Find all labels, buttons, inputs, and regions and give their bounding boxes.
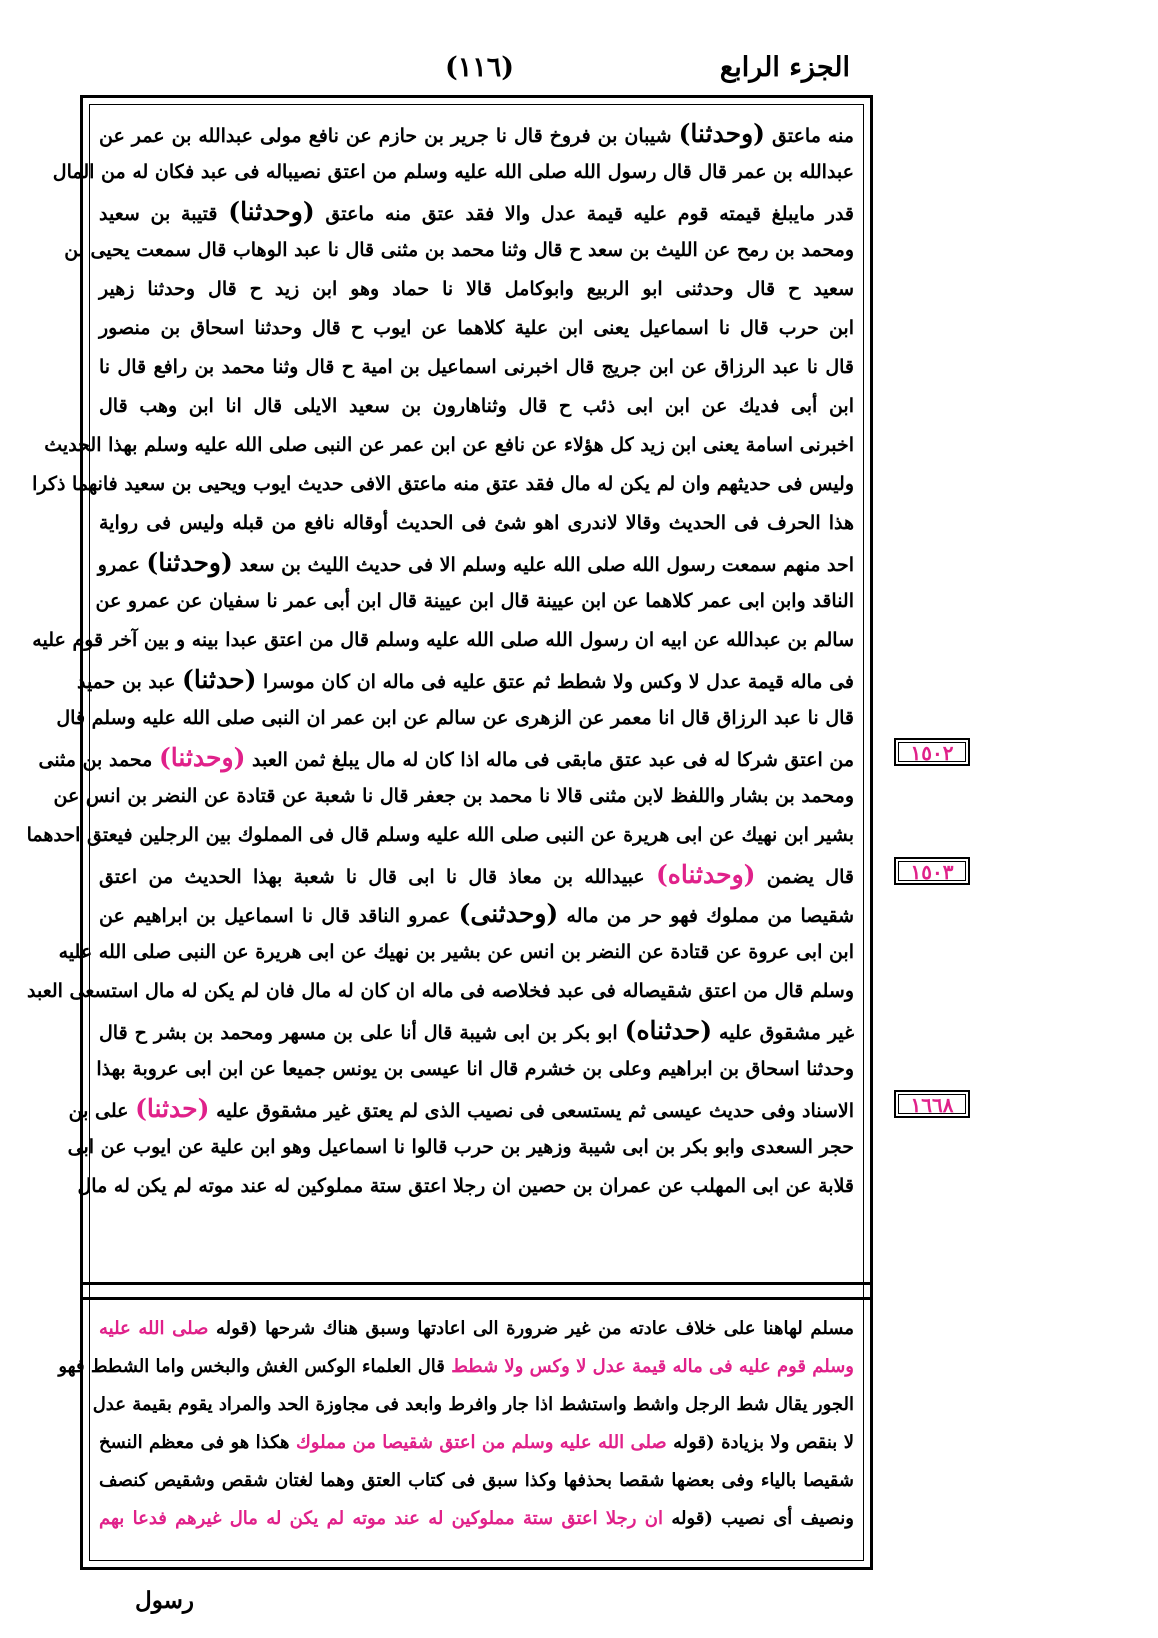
commentary-quote: وسلم قوم عليه فى ماله قيمة عدل لا وكس ولا شطط (451, 1356, 854, 1377)
text-segment: سالم بن عبدالله عن ابيه ان رسول الله صلى الله عليه وسلم قال من اعتق عبدا بينه و بين آخر قوم عليه (32, 629, 854, 651)
narration-marker: (حدثناه) (624, 1016, 713, 1045)
text-segment: ومحمد بن بشار واللفظ لابن مثنى قالا نا محمد بن جعفر قال نا شعبة عن قتادة عن النضر بن انس عن (53, 785, 854, 807)
page-number: (١١٦) (445, 52, 515, 83)
text-segment: احد منهم سمعت رسول الله صلى الله عليه وسلم الا فى حديث الليث بن سعد (232, 554, 854, 576)
text-line (38, 738, 854, 777)
text-segment: ومحمد بن رمح عن الليث بن سعد ح قال وثنا محمد بن مثنى قال نا عبد الوهاب قال سمعت يحيى بن (64, 239, 854, 261)
text-segment: بشير ابن نهيك عن ابى هريرة عن النبى صلى الله عليه وسلم قال فى المملوك بين الرجلين فيعتق احدهما (26, 824, 854, 846)
narration-marker: (حدثنا) (135, 1094, 210, 1123)
catchword: رسول (135, 1587, 194, 1614)
hadith-number-badge: ١٦٦٨ (894, 1090, 970, 1118)
narration-marker: (وحدثنى) (458, 899, 559, 928)
text-line (99, 387, 854, 426)
narration-marker: (حدثنا) (182, 665, 257, 694)
text-segment: الاسناد وفى حديث عيسى ثم يستسعى فى نصيب الذى لم يعتق غير مشقوق عليه (209, 1100, 854, 1122)
text-line (99, 114, 854, 153)
commentary-line (99, 1424, 854, 1462)
commentary-text: شقيصا بالياء وفى بعضها شقصا بحذفها وكذا سبق فى كتاب العتق وهما لغتان شقص وشقيص كنصف (99, 1470, 854, 1491)
narration-marker: (وحدثنا) (228, 197, 315, 226)
text-segment: سعيد ح قال وحدثنى ابو الربيع وابوكامل قالا نا حماد وهو ابن زيد ح قال وحدثنا زهير (99, 278, 854, 300)
text-segment: قال نا عبد الرزاق عن ابن جريج قال اخبرنى اسماعيل بن امية ح قال وثنا محمد بن رافع قال نا (99, 356, 854, 378)
text-line (95, 582, 854, 621)
text-segment: ابن حرب قال نا اسماعيل يعنى ابن علية كلاهما عن ايوب ح قال وحدثنا اسحاق بن منصور (99, 317, 854, 339)
hadith-number-badge: ١٥٠٣ (894, 857, 970, 885)
text-line (99, 894, 854, 933)
commentary-line (99, 1310, 854, 1348)
text-line (26, 816, 854, 855)
commentary-line (99, 1462, 854, 1500)
text-segment: قدر مايبلغ قيمته قوم عليه قيمة عدل والا فقد عتق منه ماعتق (314, 203, 855, 225)
text-segment: وحدثنا اسحاق بن ابراهيم وعلى بن خشرم قال انا عيسى بن يونس جميعا عن ابن ابى عروبة بهذا (96, 1058, 854, 1080)
commentary-text: هكذا هو فى معظم النسخ (99, 1432, 290, 1453)
text-segment: شقيصا من مملوك فهو حر من ماله (558, 905, 854, 927)
text-segment: شيبان بن فروخ قال نا جرير بن حازم عن نافع مولى عبدالله بن عمر عن (99, 125, 679, 147)
commentary-text: الجور يقال شط الرجل واشط واستشط اذا جار وافرط وابعد فى مجاوزة الحد والمراد يقوم بقيمة عدل (92, 1394, 854, 1415)
text-segment: قتيبة بن سعيد (99, 203, 229, 225)
text-line (99, 855, 854, 894)
text-segment: ابن ابى عروة عن قتادة عن النضر بن انس عن بشير بن نهيك عن ابى هريرة عن النبى صلى الله عليه (58, 941, 854, 963)
text-segment: اخبرنى اسامة يعنى ابن زيد كل هؤلاء عن نافع عن ابن عمر عن النبى صلى الله عليه وسلم بهذا الحديث (44, 434, 854, 456)
section-divider (83, 1282, 870, 1300)
text-segment: قال يضمن (755, 866, 854, 888)
commentary-quote: صلى الله عليه وسلم من اعتق شقيصا من مملوك (295, 1432, 667, 1453)
text-segment: عبيدالله بن معاذ قال نا ابى قال نا شعبة بهذا الحديث من اعتق (99, 866, 656, 888)
commentary-text: مسلم لهاهنا على خلاف عادته من غير ضرورة الى اعادتها وسبق هناك شرحها (قوله (215, 1318, 854, 1339)
text-line (56, 699, 854, 738)
text-segment: وليس فى حديثهم وان لم يكن له مال فقد عتق منه ماعتق الافى حديث ايوب ويحيى بن سعيد فانهما ذكرا (32, 473, 854, 495)
commentary-text: لا بنقص ولا بزيادة (قوله (673, 1432, 854, 1453)
narration-marker: (وحدثنا) (678, 119, 765, 148)
text-segment: عمرو الناقد قال نا اسماعيل بن ابراهيم عن (99, 905, 459, 927)
text-segment: محمد بن مثنى (38, 749, 159, 771)
text-segment: عمرو (97, 554, 147, 576)
text-segment: منه ماعتق (765, 125, 854, 147)
narration-marker: (وحدثنا) (158, 743, 246, 772)
text-line (99, 348, 854, 387)
text-segment: ابن أبى فديك عن ابن ابى ذئب ح قال وثناهارون بن سعيد الايلى قال انا ابن وهب قال (99, 395, 854, 417)
text-line (53, 777, 854, 816)
text-line (26, 972, 854, 1011)
text-line (67, 1128, 854, 1167)
narration-marker: (وحدثنا) (146, 548, 233, 577)
commentary-text: ونصيف أى نصيب (قوله (671, 1508, 854, 1529)
text-line (99, 1011, 854, 1050)
text-line (99, 543, 854, 582)
text-segment: من اعتق شركا له فى عبد عتق مابقى فى ماله اذا كان له مال يبلغ ثمن العبد (245, 749, 854, 771)
text-segment: فى ماله قيمة عدل لا وكس ولا شطط ثم عتق عليه فى ماله ان كان موسرا (256, 671, 854, 693)
text-segment: عبدالله بن عمر قال قال رسول الله صلى الله عليه وسلم من اعتق نصيباله فى عبد فكان له من المال (52, 161, 854, 183)
text-segment: الناقد وابن ابى عمر كلاهما عن ابن عيينة قال ابن عيينة قال ابن أبى عمر نا سفيان عن عمرو عن (95, 590, 854, 612)
commentary-quote: صلى الله عليه (99, 1318, 209, 1339)
text-segment: قال نا عبد الرزاق قال انا معمر عن الزهرى عن سالم عن ابن عمر ان النبى صلى الله عليه وسلم قال (56, 707, 854, 729)
text-line (99, 270, 854, 309)
text-line (32, 621, 854, 660)
commentary-section (58, 1310, 854, 1540)
hadith-text (26, 114, 855, 1254)
text-line (76, 660, 854, 699)
text-line (77, 1167, 854, 1206)
part-title: الجزء الرابع (719, 52, 850, 83)
narration-marker: (وحدثناه) (655, 860, 756, 889)
text-line (44, 426, 854, 465)
text-segment: ابو بكر بن ابى شيبة قال أنا على بن مسهر ومحمد بن بشر ح قال (99, 1022, 625, 1044)
commentary-line (99, 1500, 854, 1538)
text-line (32, 465, 854, 504)
hadith-number-badge: ١٥٠٢ (894, 738, 970, 766)
text-line (64, 231, 854, 270)
page-frame (26, 95, 873, 1570)
text-segment: وسلم قال من اعتق شقيصاله فى عبد فخلاصه فى ماله ان كان له مال فان لم يكن له مال استسعى العبد (26, 980, 854, 1002)
text-segment: هذا الحرف فى الحديث وقالا لاندرى اهو شئ فى الحديث أوقاله نافع من قبله وليس فى رواية (99, 512, 854, 534)
text-line (99, 309, 854, 348)
text-segment: قلابة عن ابى المهلب عن عمران بن حصين ان رجلا اعتق ستة مملوكين له عند موته لم يكن له مال (77, 1175, 854, 1197)
commentary-line (58, 1348, 854, 1386)
text-segment: حجر السعدى وابو بكر بن ابى شيبة وزهير بن حرب قالوا نا اسماعيل وهو ابن علية عن ايوب عن ابى (67, 1136, 854, 1158)
text-segment: عبد بن حميد (76, 671, 183, 693)
text-segment: على بن (68, 1100, 136, 1122)
commentary-text: قال العلماء الوكس الغش والبخس واما الشطط فهو (58, 1356, 445, 1377)
text-segment: غير مشقوق عليه (712, 1022, 855, 1044)
text-line (68, 1089, 854, 1128)
text-line (99, 192, 854, 231)
text-line (99, 504, 854, 543)
text-line (96, 1050, 854, 1089)
text-line (58, 933, 854, 972)
commentary-line (92, 1386, 854, 1424)
commentary-quote: ان رجلا اعتق ستة مملوكين له عند موته لم يكن له مال غيرهم فدعا بهم (99, 1508, 664, 1529)
text-line (52, 153, 854, 192)
